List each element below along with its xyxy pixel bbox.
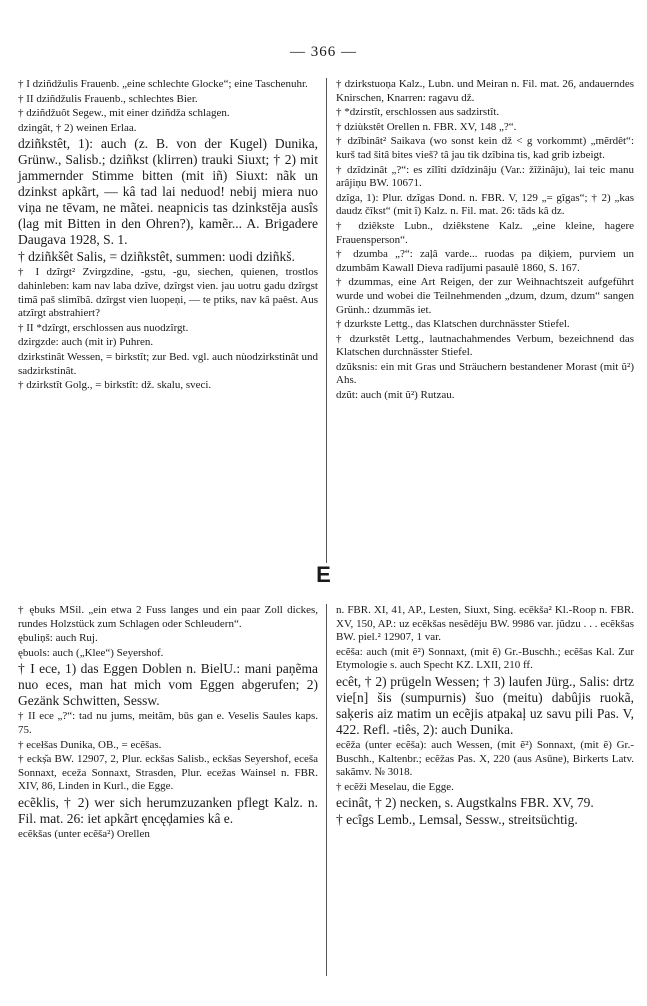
dictionary-entry: dzirgzde: auch (mit ir) Puhren. bbox=[18, 336, 154, 349]
dictionary-entry: † dzirkstuoņa Kalz., Lubn. und Meiran n. Fil. mat. 26, andauerndes Knirschen, Knarren: ragavu dž. bbox=[336, 78, 634, 104]
dictionary-entry: † II *dzîrgt, erschlossen aus nuodzîrgt. bbox=[18, 321, 189, 334]
column-divider-bottom bbox=[326, 604, 327, 976]
dictionary-entry: n. FBR. XI, 41, AP., Lesten, Siuxt, Sing. ecẽkša² Kl.-Roop n. FBR. XV, 150, AP.: uz ecẽkšas nesẽdẽju BW. 9986 var. jũdzu . . . ecẽkšas BW. piel.² 12907, 1 var. bbox=[336, 604, 634, 644]
dictionary-entry: † II ece „?“: tad nu jums, meitãm, būs gan e. Veselis Saules kaps. 75. bbox=[18, 710, 318, 736]
dictionary-entry: † dzîdzinât „?“: es zîlîti dzîdzinâju (Var.: žîžinâju), lai teic manu arâjiņu BW. 10671. bbox=[336, 163, 634, 190]
dictionary-entry: † dziùkstêt Orellen n. FBR. XV, 148 „?“. bbox=[336, 120, 517, 133]
right-column-top bbox=[336, 78, 634, 404]
section-letter: E bbox=[316, 562, 331, 587]
dictionary-entry: † dziêkste Lubn., dziêkstene Kalz. „eine kleine, hagere Frauensperson“. bbox=[336, 219, 634, 246]
dictionary-entry: † ębuks MSil. „ein etwa 2 Fuss langes und ein paar Zoll dickes, rundes Holzstück zum Schlagen oder Schleudern“. bbox=[18, 604, 318, 630]
dictionary-entry: ecẽkšas (unter ecẽša²) Orellen bbox=[18, 827, 150, 840]
dictionary-entry: dzîga, 1): Plur. dzîgas Dond. n. FBR. V, 129 „= gîgas“; † 2) „kas daudz čîkst“ (mit î) Kalz. n. Fil. mat. 26: tāds kâ dz. bbox=[336, 191, 634, 218]
dictionary-entry: † dzîbinât² Saikava (wo sonst kein dž < g vorkommt) „mẽrdêt“: kurš tad šitâ bites vieš? tâ jau tik dzîbina tis, kad grib izbeigt. bbox=[336, 135, 634, 161]
dictionary-entry: † eckș̌a BW. 12907, 2, Plur. eckšas Salisb., eckšas Seyershof, eceša Sonnaxt, eceža Sonnaxt, Strasden, Plur. ecežas Wainsel n. FBR. XIV, 86, Linden in Kurl., die Egge. bbox=[18, 753, 318, 793]
dictionary-entry: † dzumba „?“: zaļâ varde... ruodas pa dìķiem, purviem un dzumbãm Kawall Dieva radîjumi pasaulê 1860, S. 167. bbox=[336, 248, 634, 274]
dictionary-entry: † I ece, 1) das Eggen Doblen n. BielU.: mani paņẽma nuo eces, man hat mich vom Eggen abgerufen; 2) Gezänk Schwitten, Sessw. bbox=[18, 661, 318, 709]
dictionary-entry: † ecẽži Meselau, die Egge. bbox=[336, 780, 454, 793]
dictionary-entry: ecẽklis, † 2) wer sich herumzuzanken pflegt Kalz. n. Fil. mat. 26: iet apkãrt ęncęḑamies kâ e. bbox=[18, 794, 318, 826]
dictionary-entry: † dzurkste Lettg., das Klatschen durchnässter Stiefel. bbox=[336, 318, 570, 331]
right-column-bottom bbox=[336, 604, 634, 829]
dictionary-entry: † dzurkstêt Lettg., lautnachahmendes Verbum, bezeichnend das Klatschen durchnässter Stiefel. bbox=[336, 332, 634, 359]
dictionary-entry: dzũt: auch (mit ũ²) Rutzau. bbox=[336, 389, 455, 402]
dictionary-entry: dzũksnis: ein mit Gras und Sträuchern bestandener Morast (mit ũ²) Ahs. bbox=[336, 360, 634, 387]
dictionary-entry: † dziñdžuôt Segew., mit einer dziñdža schlagen. bbox=[18, 107, 230, 120]
dictionary-entry: dzirkstinât Wessen, = birkstît; zur Bed. vgl. auch nùodzirkstinât und sadzirkstinât. bbox=[18, 350, 318, 377]
left-column-top bbox=[18, 78, 318, 394]
dictionary-entry: † II dziñdžulis Frauenb., schlechtes Bier. bbox=[18, 92, 198, 105]
dictionary-entry: ecinât, † 2) necken, s. Augstkalns FBR. XV, 79. bbox=[336, 795, 594, 811]
dictionary-entry: ecẽša: auch (mit ẽ²) Sonnaxt, (mit ẽ) Gr.-Buschh.; ecẽšas Kal. Zur Etymologie s. auch Specht KZ. LXII, 210 ff. bbox=[336, 645, 634, 672]
dictionary-entry: † dzummas, eine Art Reigen, der zur Weihnachtszeit aufgeführt wurde und wobei die Teilnehmenden „dzum, dzum, dzum“ sangen Grünh.: dzummãs iet. bbox=[336, 276, 634, 316]
dictionary-entry: dziñkstêt, 1): auch (z. B. von der Kugel) Dunika, Grünw., Salisb.; dziñkst (klirren) trauki Siuxt; † 2) mit jammernder Stimme bitten (mit iñ) Siuxt: nãk un dzinkst apkãrt, — kâ tad lai neduod! nebij miera nuo viņa ne tēvam, ne mãtei. neapnicis tas dzinkstēja ausîs (lag mit Bitten in den Ohren?), kamẽr... A. Brigadere Daugava 1928, S. 1. bbox=[18, 136, 318, 248]
left-column-bottom bbox=[18, 604, 318, 843]
dictionary-entry: † dzirkstît Golg., = birkstît: dž. skalu, sveci. bbox=[18, 379, 212, 392]
dictionary-entry: ecẽža (unter ecẽša): auch Wessen, (mit ẽ²) Sonnaxt, (mit ẽ) Gr.-Buschh., Kaltenbr.; ecẽžas Pas. X, 220 (aus Asūne), Birkerts Latv. sakãmv. № 3018. bbox=[336, 738, 634, 779]
dictionary-entry: ębuliņš: auch Ruj. bbox=[18, 632, 98, 645]
column-divider-top bbox=[326, 78, 327, 563]
dictionary-entry: † I dziñdžulis Frauenb. „eine schlechte Glocke“; eine Taschenuhr. bbox=[18, 78, 308, 90]
dictionary-entry: † ecełšas Dunika, OB., = ecẽšas. bbox=[18, 738, 162, 751]
dictionary-entry: ecêt, † 2) prügeln Wessen; † 3) laufen Jürg., Salis: drtz vie[n] šis (sumpurnis) šuo (meitu) dabûjis ruokã, saķeris aiz matim un ecẽjis atpakaļ uz savu pili Pas. V, 422. Refl. -tiês, 2): auch Dunika. bbox=[336, 673, 634, 737]
dictionary-entry: † I dzîrgt² Zvirgzdine, -gstu, -gu, siechen, quienen, trostlos dahinleben: kam nav laba dzîve, dzîrgst vien. jau uotru gadu dzîrgst timã paš slimîbã. dzîrgst vien luopeņi, — te ptiks, nav kâ paêst. Aus atzîrgt abstrahiert? bbox=[18, 266, 318, 320]
dictionary-entry: ębuols: auch („Klee“) Seyershof. bbox=[18, 646, 164, 659]
dictionary-entry: † *dzirstît, erschlossen aus sadzirstît. bbox=[336, 106, 500, 119]
page-number: — 366 — bbox=[290, 44, 357, 60]
dictionary-entry: † ecîgs Lemb., Lemsal, Sessw., streitsüchtig. bbox=[336, 812, 578, 828]
dictionary-entry: dzingât, † 2) weinen Erlaa. bbox=[18, 121, 137, 134]
dictionary-entry: † dziñkšêt Salis, = dziñkstêt, summen: uodi dziñkš. bbox=[18, 249, 295, 265]
